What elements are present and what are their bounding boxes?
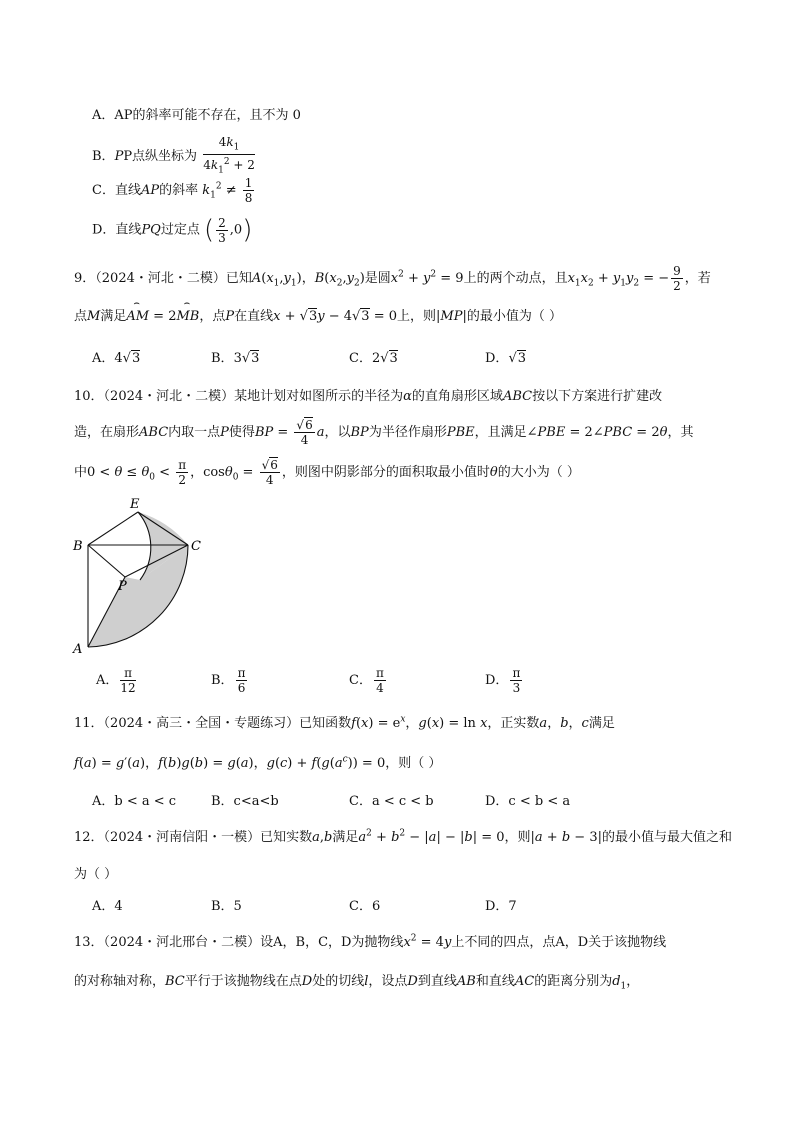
- q13-stem-line1: 13．（2024・河北邢台・二模）设A，B，C，D为抛物线$x^2 = 4y$上不同的四点，点A，D关于该抛物线: [74, 933, 667, 950]
- segment-BE: [88, 512, 138, 545]
- q9-option-b: B．3√3: [211, 351, 260, 366]
- q9-stem-line1: 9．（2024・河北・二模）已知$A(x_1,y_1)$，$B(x_2,y_2)$是圆$x^2 + y^2 = 9$上的两个动点，且$x_1x_2 + y_1y_2$ = − $\frac{9}{2}$ ，若: [74, 264, 711, 293]
- segment-BP: [88, 545, 125, 577]
- q9-option-d: D．√3: [485, 351, 527, 366]
- q9-option-a: A．4√3: [92, 351, 141, 366]
- q9-stem-line2: 点M满足⌢ AM = 2⌢ MB，点P在直线x + √3y − 4√3 = 0上，则|MP|的最小值为（ ）: [74, 305, 562, 324]
- q11-option-a: A．b < a < c: [92, 794, 177, 809]
- q11-option-d: D．c < b < a: [485, 794, 571, 809]
- q8-option-a: A．AP的斜率可能不存在，且不为 0: [92, 108, 301, 123]
- q12-option-c: C．6: [349, 899, 381, 914]
- q10-option-b: B． $\frac{\pi}{6}$: [211, 666, 246, 695]
- q11-option-c: C．a < c < b: [349, 794, 434, 809]
- label-E: E: [130, 497, 140, 512]
- label-B: B: [73, 539, 83, 554]
- q12-stem-line1: 12．（2024・河南信阳・一模）已知实数a,b满足$a^2 + b^2 - |a| - |b| = 0$，则|a + b − 3|的最小值与最大值之和: [74, 828, 732, 845]
- q10-option-d: D． $\frac{\pi}{3}$: [485, 666, 521, 695]
- shaded-region-lower: [88, 545, 188, 647]
- q12-stem-line2: 为（ ）: [74, 867, 118, 882]
- q10-option-c: C． $\frac{\pi}{4}$: [349, 666, 384, 695]
- q11-option-b: B．c<a<b: [211, 794, 279, 809]
- q10-stem-line3: 中$0 < \theta \le \theta_0$ < $\frac{\pi}{2}$ ，cosθ$_0$ = $\frac{√6}{4}$ ，则图中阴影部分的面积取最小值时θ的大小为（ ）: [74, 458, 580, 487]
- q9-option-c: C．2√3: [349, 351, 398, 366]
- q10-figure: [70, 490, 220, 660]
- q12-option-d: D．7: [485, 899, 517, 914]
- q10-stem-line1: 10．（2024・河北・二模）某地计划对如图所示的半径为α的直角扇形区域ABC按以下方案进行扩建改: [74, 389, 663, 404]
- q8-option-d: D．直线PQ过定点 ( $\frac{2}{3}$ ,0): [92, 215, 253, 245]
- q11-stem-line1: 11．（2024・高三・全国・专题练习）已知函数$f(x) = e^x$，g(x) = ln x，正实数a，b，c满足: [74, 714, 615, 731]
- q12-option-b: B．5: [211, 899, 242, 914]
- label-P: P: [118, 579, 127, 594]
- label-A: A: [73, 642, 83, 657]
- q10-option-a: A． $\frac{\pi}{12}$: [96, 666, 136, 695]
- label-C: C: [191, 539, 201, 554]
- q11-stem-line2: f(a) = g′(a)，f(b)g(b) = g(a)，$g(c) + f(g(a^c)) = 0$，则（ ）: [74, 754, 442, 771]
- q8-option-b: B．PP点纵坐标为 $\frac{4k_1}{4k_1^2 + 2}$: [92, 135, 255, 176]
- q12-option-a: A．4: [92, 899, 123, 914]
- q13-stem-line2: 的对称轴对称，BC平行于该抛物线在点D处的切线l，设点D到直线AB和直线AC的距离分别为$d_1$，: [74, 974, 640, 992]
- q8-option-c: C．直线AP的斜率 $k_1^2$ ≠ $\frac{1}{8}$: [92, 176, 253, 205]
- q10-stem-line2: 造，在扇形ABC内取一点P使得BP = $\frac{√6}{4}$ a，以BP为半径作扇形PBE，且满足∠PBE = 2∠PBC = 2θ，其: [74, 418, 694, 447]
